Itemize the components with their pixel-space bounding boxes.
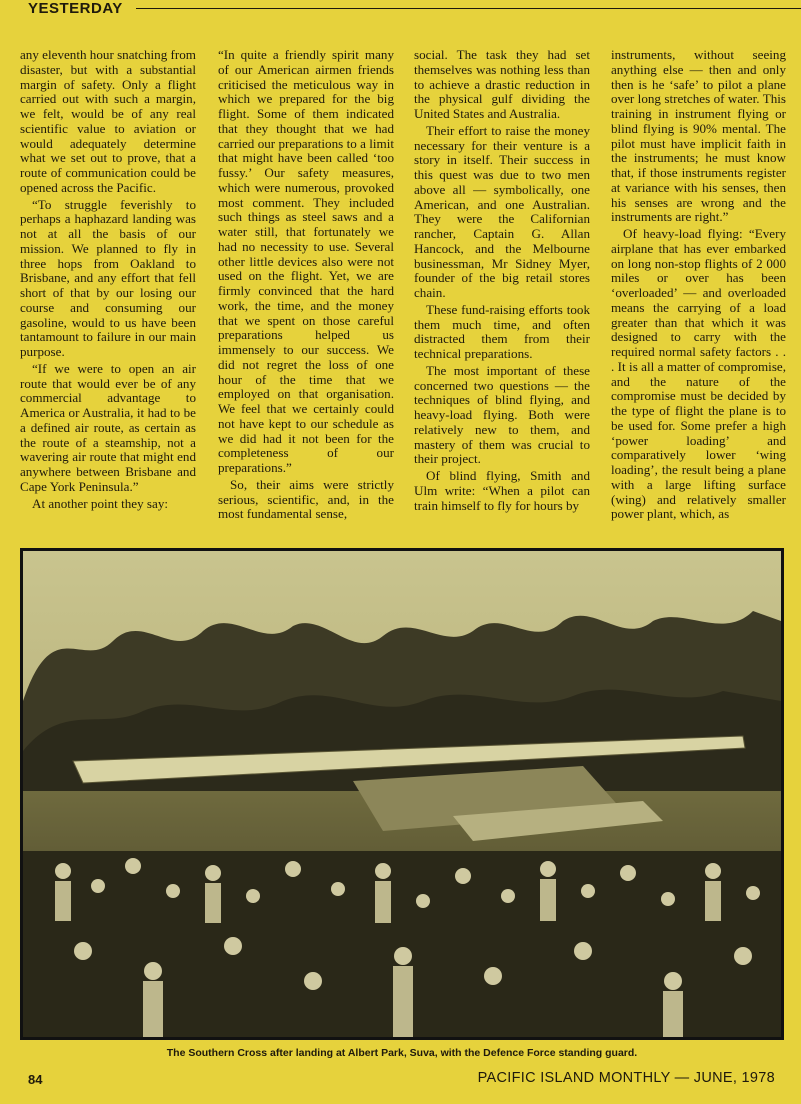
section-kicker: YESTERDAY xyxy=(28,0,123,17)
article-column-2 xyxy=(218,48,394,536)
paragraph: So, their aims were strictly serious, scientific, and, in the most fundamental sense, xyxy=(218,476,394,522)
paragraph: any eleventh hour snatching from disaster, but with a substantial margin of safety. Only a flight carried out with such a margin, we felt, would be of any real scientific value to aviation or would adequately determine what we set out to prove, that a route of communication could be opened across the Pacific. xyxy=(20,48,196,195)
paragraph: Of blind flying, Smith and Ulm write: “When a pilot can train himself to fly for hours by xyxy=(414,468,590,513)
paragraph: “If we were to open an air route that would ever be of any commercial advantage to America or Australia, it had to be a defined air route, as certain as the route of a steamship, not a wavering air route that might end anywhere between Brisbane and Cape York Peninsula.” xyxy=(20,360,196,494)
publication-line: PACIFIC ISLAND MONTHLY — JUNE, 1978 xyxy=(477,1070,775,1086)
paragraph: At another point they say: xyxy=(32,495,169,511)
paragraph: “To struggle feverishly to perhaps a haphazard landing was not at all the basis of our mission. We planned to fly in three hops from Oakland to Brisbane, and any effort that fell short of that by our losing our course and consuming our gasoline, would to us have been tantamount to failure in our main purpose. xyxy=(20,196,196,359)
photo-caption: The Southern Cross after landing at Albert Park, Suva, with the Defence Force standing guard. xyxy=(166,1047,638,1059)
photo-illustration xyxy=(23,551,781,1037)
paragraph: The most important of these concerned two questions — the techniques of blind flying, and heavy-load flying. Both were relatively new to them, and mastery of them was crucial to their project. xyxy=(414,362,590,467)
paragraph: Of heavy-load flying: “Every airplane that has ever embarked on long non-stop flights of 2 000 miles or over has been ‘overloaded’ — and overloaded means the carrying of a load greater than that which it was designed to carry with the required normal safety factors . . . It is all a matter of compromise, and the nature of the compromise must be decided by the type of flight the plane is to be used for. Some prefer a high ‘power loading’ and comparatively lower ‘wing loading’, the result being a plane with a large lifting surface (wing) and relatively smaller power plant, which, as xyxy=(611,226,786,522)
header-rule xyxy=(136,8,801,9)
paragraph: instruments, without seeing anything else — then and only then is he ‘safe’ to pilot a plane over long stretches of water. This training in instrument flying or blind flying is 90% mental. The pilot must have implicit faith in the instruments; he must know that, if those instruments register at variance with his senses, then his senses are wrong and the instruments are right.” xyxy=(611,48,786,225)
paragraph: Their effort to raise the money necessary for their venture is a story in itself. Their success in this quest was due to two men above all — symbolically, one American, and one Australian. They were the Californian rancher, Captain G. Allan Hancock, and the Melbourne businessman, Mr Sidney Myer, founder of the big retail stores chain. xyxy=(414,122,590,300)
paragraph: social. The task they had set themselves was nothing less than to achieve a drastic reduction in the physical gulf dividing the United States and Australia. xyxy=(414,48,590,121)
photograph-southern-cross xyxy=(20,548,784,1040)
paragraph: “In quite a friendly spirit many of our American airmen friends criticised the meticulous way in which we prepared for the big flight. Some of them indicated that they thought that we had carried our preparations to a limit that might have been called ‘too fussy.’ Our safety measures, which were numerous, provoked most comment. They included such things as steel saws and a water still, that fortunately we had no necessity to use. Several other little devices also were not used on the flight. Yet, we are firmly convinced that the hard work, the time, and the money that we spent on those careful preparations helped us immensely to our success. We did not regret the loss of one hour of the time that we employed on that organisation. We feel that we certainly could not have kept to our schedule as we did had it not been for the completeness of our preparations.” xyxy=(218,48,394,475)
paragraph: These fund-raising efforts took them much time, and often distracted them from their technical preparations. xyxy=(414,301,590,361)
article-column-4 xyxy=(611,48,786,536)
article-column-1 xyxy=(20,48,196,536)
page-number: 84 xyxy=(28,1072,43,1087)
article-column-3 xyxy=(414,48,590,536)
section-header xyxy=(28,0,801,20)
